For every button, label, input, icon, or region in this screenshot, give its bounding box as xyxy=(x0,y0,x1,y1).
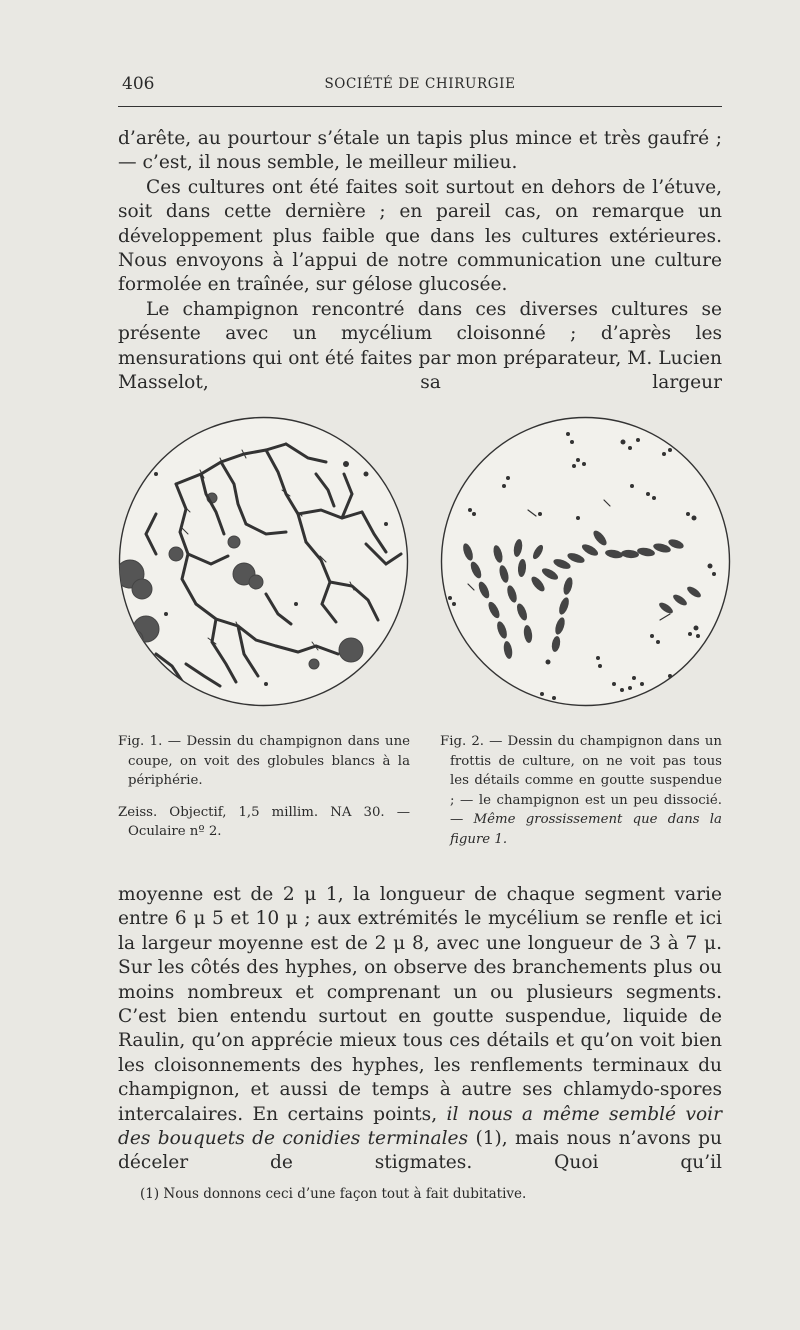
figure-2-svg xyxy=(438,414,733,709)
figure-1-caption xyxy=(118,732,410,842)
caption-main: Fig. 2. — Dessin du champignon dans un frottis de culture, on ne voit pas tous les détails comme en goutte suspendue ; — le champignon est un peu dissocié. xyxy=(440,734,722,808)
text-run: (1), mais nous n’avons pu déceler de stigmates. Quoi qu’il xyxy=(118,1128,722,1174)
paragraph: d’arête, au pourtour s’étale un tapis plus mince et très gaufré ; — c’est, il nous semble, le meilleur milieu. xyxy=(118,128,722,174)
microscope-field xyxy=(120,418,408,706)
figure-2-caption xyxy=(440,732,722,850)
body-text-bottom xyxy=(118,883,722,1176)
figure-2-drawing xyxy=(438,414,733,709)
microscope-field xyxy=(442,418,730,706)
page-header xyxy=(118,68,722,98)
caption-text xyxy=(440,732,722,850)
caption-text: Fig. 1. — Dessin du champignon dans une coupe, on voit des globules blancs à la périphérie. xyxy=(118,734,410,789)
caption-italic: — Même grossissement que dans la figure 1. xyxy=(450,812,722,847)
paragraph: Le champignon rencontré dans ces diverses cultures se présente avec un mycélium cloisonné ; d’après les mensurations qui ont été faites par mon préparateur, M. Lucien Masselot, sa largeur xyxy=(118,298,722,394)
body-text-top xyxy=(118,127,722,395)
figure-1-svg xyxy=(116,414,411,709)
paragraph xyxy=(118,883,722,1176)
text-run: moyenne est de 2 μ 1, la longueur de chaque segment varie entre 6 μ 5 et 10 μ ; aux extrémités le mycélium se renfle et ici la largeur moyenne est de 2 μ 8, avec une longueur de 3 à 7 μ. Sur les côtés des hyphes, on observe des branchements plus ou moins nombreux et comprenant un ou plusieurs segments. C’est bien entendu surtout en goutte suspendue, liquide de Raulin, qu’on apprécie mieux tous ces détails et qu’on voit bien les cloisonnements des hyphes, les renflements terminaux du champignon, et aussi de temps à autre ses chlamydo-spores intercalaires. En certains points, xyxy=(118,884,722,1125)
caption-optics: Zeiss. Objectif, 1,5 millim. NA 30. — Oculaire nº 2. xyxy=(118,804,410,840)
page-number: 406 xyxy=(122,74,155,94)
italic-run: il nous a même semblé voir des bouquets de conidies terminales xyxy=(118,1103,722,1150)
header-rule xyxy=(118,106,722,107)
running-title: SOCIÉTÉ DE CHIRURGIE xyxy=(324,76,516,92)
footnote: (1) Nous donnons ceci d’une façon tout à fait dubitative. xyxy=(140,1186,527,1202)
figure-1-drawing xyxy=(116,414,411,709)
paragraph: Ces cultures ont été faites soit surtout en dehors de l’étuve, soit dans cette dernière ; en pareil cas, on remarque un développement plus faible que dans les cultures extérieures. Nous envoyons à l’appui de notre communication une culture formolée en traînée, sur gélose glucosée. xyxy=(118,176,722,296)
